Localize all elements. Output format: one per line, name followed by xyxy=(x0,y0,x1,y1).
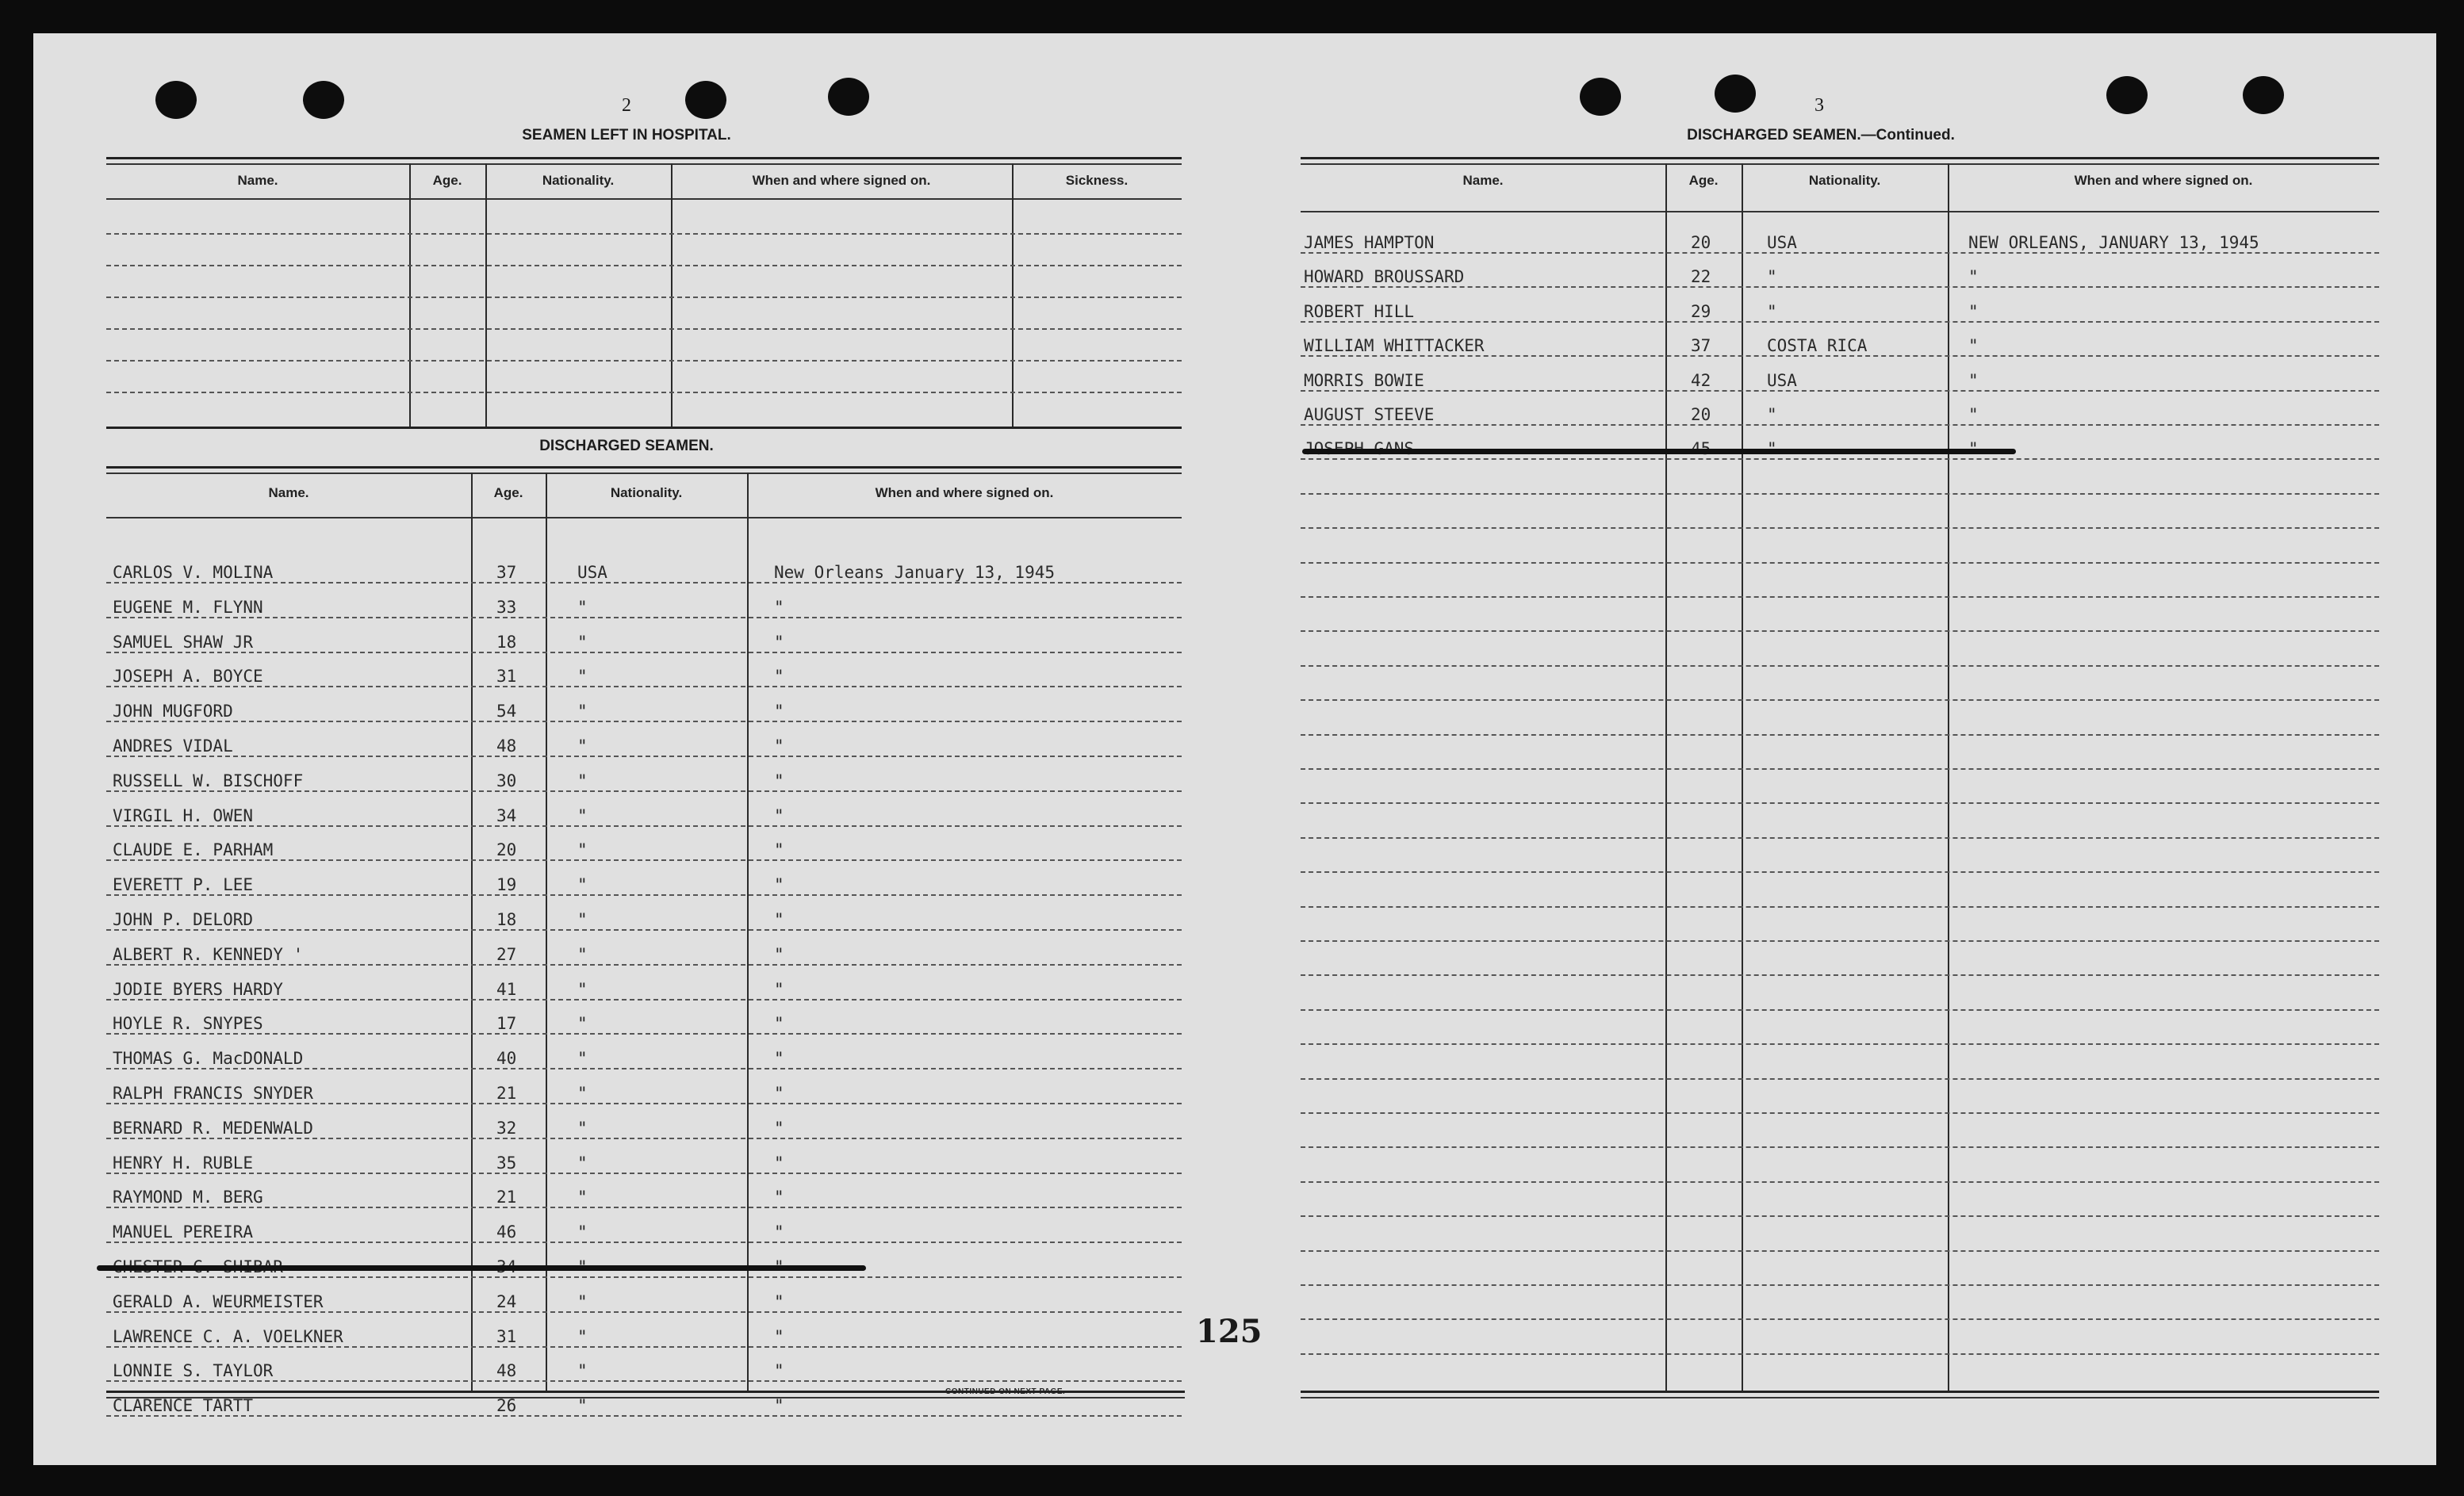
row-rule xyxy=(1301,458,2379,460)
seaman-name: CARLOS V. MOLINA xyxy=(113,563,274,582)
seaman-nationality: " xyxy=(577,1326,588,1346)
row-rule xyxy=(1301,1181,2379,1183)
row-rule xyxy=(106,1415,1182,1417)
seaman-name: ROBERT HILL xyxy=(1304,301,1415,321)
seaman-name: LAWRENCE C. A. VOELKNER xyxy=(113,1326,343,1346)
seaman-signed-on: " xyxy=(774,840,784,860)
hospital-col-header: Name. xyxy=(237,173,278,188)
seaman-age: 33 xyxy=(496,597,517,617)
seaman-nationality: " xyxy=(577,1188,588,1207)
seaman-nationality: " xyxy=(577,805,588,825)
row-rule xyxy=(1301,1112,2379,1114)
row-rule xyxy=(1301,1353,2379,1355)
seaman-name: LONNIE S. TAYLOR xyxy=(113,1361,274,1381)
row-rule xyxy=(106,1311,1182,1313)
seaman-signed-on: " xyxy=(774,632,784,652)
seaman-age: 30 xyxy=(496,771,517,790)
seaman-signed-on: " xyxy=(774,875,784,895)
row-rule xyxy=(106,233,1182,235)
row-rule xyxy=(1301,906,2379,908)
seaman-name: RALPH FRANCIS SNYDER xyxy=(113,1084,313,1103)
seaman-signed-on: " xyxy=(1968,267,1979,287)
seaman-name: WILLIAM WHITTACKER xyxy=(1304,336,1485,356)
row-rule xyxy=(106,1380,1182,1382)
document-sheet xyxy=(33,33,2436,1465)
right-page-number: 3 xyxy=(1814,95,1824,116)
seaman-age: 19 xyxy=(496,875,517,895)
seaman-name: EUGENE M. FLYNN xyxy=(113,597,263,617)
seaman-name: HOWARD BROUSSARD xyxy=(1304,267,1465,287)
seaman-nationality: " xyxy=(577,702,588,721)
hospital-col-header: Nationality. xyxy=(542,173,615,188)
column-rule xyxy=(1665,163,1667,1391)
seaman-name: ANDRES VIDAL xyxy=(113,737,233,756)
seaman-signed-on: " xyxy=(1968,405,1979,424)
column-rule xyxy=(1742,163,1743,1391)
seaman-nationality: USA xyxy=(1767,233,1797,252)
row-rule xyxy=(106,1207,1182,1208)
seaman-signed-on: " xyxy=(1968,336,1979,356)
seaman-nationality: " xyxy=(577,910,588,929)
seaman-name: AUGUST STEEVE xyxy=(1304,405,1435,424)
seaman-age: 48 xyxy=(496,737,517,756)
row-rule xyxy=(106,1103,1182,1104)
seaman-signed-on: " xyxy=(774,771,784,790)
row-rule xyxy=(106,1242,1182,1243)
punch-hole xyxy=(2106,76,2148,114)
row-rule xyxy=(1301,1250,2379,1252)
row-rule xyxy=(1301,802,2379,804)
discharged-title: DISCHARGED SEAMEN. xyxy=(539,438,714,454)
row-rule xyxy=(106,825,1182,827)
seaman-age: 48 xyxy=(496,1361,517,1381)
punch-hole xyxy=(685,81,726,119)
punch-hole xyxy=(1580,78,1621,116)
row-rule xyxy=(106,929,1182,931)
seaman-signed-on: " xyxy=(774,910,784,929)
left-page-number: 2 xyxy=(622,95,631,116)
seaman-nationality: " xyxy=(577,597,588,617)
seaman-nationality: " xyxy=(577,1084,588,1103)
column-rule xyxy=(471,473,473,1391)
seaman-name: JODIE BYERS HARDY xyxy=(113,979,283,999)
seaman-age: 37 xyxy=(1691,336,1711,356)
seaman-age: 31 xyxy=(496,1326,517,1346)
seaman-nationality: COSTA RICA xyxy=(1767,336,1868,356)
seaman-name: JOSEPH A. BOYCE xyxy=(113,667,263,687)
seaman-nationality: USA xyxy=(577,563,607,582)
row-rule xyxy=(1301,390,2379,392)
row-rule xyxy=(106,686,1182,687)
row-rule xyxy=(106,999,1182,1001)
row-rule xyxy=(1301,286,2379,288)
seaman-age: 34 xyxy=(496,805,517,825)
seaman-signed-on: " xyxy=(774,1153,784,1173)
seaman-nationality: " xyxy=(577,875,588,895)
seaman-name: RUSSELL W. BISCHOFF xyxy=(113,771,304,790)
seaman-nationality: " xyxy=(577,1118,588,1138)
column-rule xyxy=(1012,163,1014,427)
seaman-name: CLAUDE E. PARHAM xyxy=(113,840,274,860)
seaman-name: CLARENCE TARTT xyxy=(113,1396,254,1416)
seaman-age: 24 xyxy=(496,1291,517,1311)
row-rule xyxy=(1301,321,2379,323)
seaman-age: 17 xyxy=(496,1014,517,1034)
seaman-age: 40 xyxy=(496,1049,517,1069)
seaman-signed-on: " xyxy=(774,1118,784,1138)
seaman-signed-on: " xyxy=(1968,370,1979,390)
seaman-nationality: " xyxy=(577,737,588,756)
discharged-col-header: Name. xyxy=(268,485,309,500)
row-rule xyxy=(106,652,1182,653)
seaman-age: 27 xyxy=(496,944,517,964)
seaman-age: 21 xyxy=(496,1084,517,1103)
column-rule xyxy=(1948,163,1949,1391)
strike-through-line xyxy=(97,1265,866,1271)
seaman-name: RAYMOND M. BERG xyxy=(113,1188,263,1207)
seaman-nationality: " xyxy=(577,667,588,687)
punch-hole xyxy=(1715,75,1756,113)
seaman-signed-on: " xyxy=(774,597,784,617)
seaman-nationality: " xyxy=(577,979,588,999)
row-rule xyxy=(1301,665,2379,667)
seaman-age: 54 xyxy=(496,702,517,721)
seaman-nationality: " xyxy=(577,1049,588,1069)
row-rule xyxy=(106,1276,1182,1278)
seaman-age: 42 xyxy=(1691,370,1711,390)
seaman-name: JAMES HAMPTON xyxy=(1304,233,1435,252)
seaman-nationality: " xyxy=(577,632,588,652)
row-rule xyxy=(106,1173,1182,1174)
seaman-signed-on: " xyxy=(774,702,784,721)
seaman-nationality: " xyxy=(1767,301,1777,321)
row-rule xyxy=(106,265,1182,266)
hospital-title: SEAMEN LEFT IN HOSPITAL. xyxy=(522,127,731,143)
seaman-age: 29 xyxy=(1691,301,1711,321)
seaman-nationality: " xyxy=(577,1014,588,1034)
seaman-nationality: " xyxy=(577,771,588,790)
seaman-signed-on: New Orleans January 13, 1945 xyxy=(774,563,1056,582)
stamp-number: 125 xyxy=(1196,1313,1263,1350)
hospital-col-header: Sickness. xyxy=(1065,173,1129,188)
seaman-signed-on: " xyxy=(774,1084,784,1103)
row-rule xyxy=(1301,355,2379,357)
row-rule xyxy=(106,1068,1182,1069)
seaman-nationality: " xyxy=(577,1153,588,1173)
row-rule xyxy=(1301,1146,2379,1148)
seaman-name: JOHN P. DELORD xyxy=(113,910,254,929)
seaman-nationality: " xyxy=(577,1396,588,1416)
seaman-nationality: USA xyxy=(1767,370,1797,390)
seaman-signed-on: " xyxy=(774,1396,784,1416)
column-rule xyxy=(671,163,673,427)
seaman-age: 18 xyxy=(496,910,517,929)
seaman-name: THOMAS G. MacDONALD xyxy=(113,1049,304,1069)
seaman-nationality: " xyxy=(577,1222,588,1242)
seaman-signed-on: " xyxy=(774,1291,784,1311)
row-rule xyxy=(1301,734,2379,736)
row-rule xyxy=(1301,1078,2379,1080)
seaman-age: 31 xyxy=(496,667,517,687)
seaman-signed-on: " xyxy=(774,667,784,687)
row-rule xyxy=(106,756,1182,757)
seaman-name: JOHN MUGFORD xyxy=(113,702,233,721)
seaman-signed-on: " xyxy=(774,979,784,999)
row-rule xyxy=(1301,1318,2379,1320)
seaman-signed-on: " xyxy=(774,1014,784,1034)
seaman-age: 20 xyxy=(1691,233,1711,252)
seaman-signed-on: " xyxy=(774,1049,784,1069)
seaman-nationality: " xyxy=(1767,405,1777,424)
seaman-signed-on: " xyxy=(774,1188,784,1207)
row-rule xyxy=(106,617,1182,618)
right-col-header: Age. xyxy=(1688,173,1719,188)
seaman-signed-on: " xyxy=(774,737,784,756)
row-rule xyxy=(106,721,1182,722)
column-rule xyxy=(546,473,547,1391)
column-rule xyxy=(747,473,749,1391)
row-rule xyxy=(106,297,1182,298)
row-rule xyxy=(1301,493,2379,495)
seaman-name: VIRGIL H. OWEN xyxy=(113,805,254,825)
row-rule xyxy=(1301,699,2379,701)
continued-note: CONTINUED ON NEXT PAGE. xyxy=(945,1387,1066,1396)
seaman-name: ALBERT R. KENNEDY ' xyxy=(113,944,304,964)
seaman-age: 46 xyxy=(496,1222,517,1242)
row-rule xyxy=(1301,871,2379,873)
right-title: DISCHARGED SEAMEN.—Continued. xyxy=(1687,127,1955,143)
row-rule xyxy=(1301,837,2379,839)
seaman-name: MORRIS BOWIE xyxy=(1304,370,1424,390)
column-rule xyxy=(409,163,411,427)
seaman-name: HENRY H. RUBLE xyxy=(113,1153,254,1173)
seaman-signed-on: " xyxy=(774,1326,784,1346)
right-col-header: Name. xyxy=(1462,173,1504,188)
row-rule xyxy=(1301,1009,2379,1011)
seaman-nationality: " xyxy=(577,944,588,964)
row-rule xyxy=(106,328,1182,330)
seaman-name: HOYLE R. SNYPES xyxy=(113,1014,263,1034)
row-rule xyxy=(106,1138,1182,1139)
row-rule xyxy=(1301,252,2379,254)
row-rule xyxy=(106,392,1182,393)
seaman-nationality: " xyxy=(577,1361,588,1381)
seaman-age: 22 xyxy=(1691,267,1711,287)
row-rule xyxy=(1301,974,2379,976)
seaman-nationality: " xyxy=(577,840,588,860)
row-rule xyxy=(1301,940,2379,942)
seaman-age: 20 xyxy=(496,840,517,860)
row-rule xyxy=(106,360,1182,362)
seaman-nationality: " xyxy=(1767,267,1777,287)
row-rule xyxy=(106,582,1182,583)
seaman-age: 26 xyxy=(496,1396,517,1416)
seaman-age: 32 xyxy=(496,1118,517,1138)
right-col-header: Nationality. xyxy=(1808,173,1881,188)
row-rule xyxy=(1301,1284,2379,1286)
row-rule xyxy=(106,859,1182,861)
seaman-signed-on: " xyxy=(774,805,784,825)
hospital-col-header: Age. xyxy=(432,173,462,188)
row-rule xyxy=(106,790,1182,792)
row-rule xyxy=(1301,596,2379,598)
row-rule xyxy=(1301,424,2379,426)
seaman-name: GERALD A. WEURMEISTER xyxy=(113,1291,324,1311)
row-rule xyxy=(1301,1043,2379,1045)
seaman-name: BERNARD R. MEDENWALD xyxy=(113,1118,313,1138)
hospital-col-header: When and where signed on. xyxy=(752,173,931,188)
strike-through-line xyxy=(1302,449,2016,454)
punch-hole xyxy=(2243,76,2284,114)
seaman-signed-on: " xyxy=(774,1361,784,1381)
seaman-age: 20 xyxy=(1691,405,1711,424)
seaman-name: EVERETT P. LEE xyxy=(113,875,254,895)
right-col-header: When and where signed on. xyxy=(2074,173,2253,188)
row-rule xyxy=(1301,562,2379,564)
seaman-age: 37 xyxy=(496,563,517,582)
row-rule xyxy=(106,964,1182,966)
seaman-age: 41 xyxy=(496,979,517,999)
seaman-signed-on: " xyxy=(774,944,784,964)
discharged-col-header: Nationality. xyxy=(610,485,683,500)
seaman-age: 35 xyxy=(496,1153,517,1173)
punch-hole xyxy=(303,81,344,119)
row-rule xyxy=(1301,630,2379,632)
row-rule xyxy=(1301,768,2379,770)
row-rule xyxy=(1301,1215,2379,1217)
seaman-age: 21 xyxy=(496,1188,517,1207)
row-rule xyxy=(106,1033,1182,1035)
seaman-nationality: " xyxy=(577,1291,588,1311)
row-rule xyxy=(106,1346,1182,1348)
discharged-col-header: Age. xyxy=(493,485,523,500)
seaman-signed-on: " xyxy=(774,1222,784,1242)
seaman-age: 18 xyxy=(496,632,517,652)
discharged-col-header: When and where signed on. xyxy=(875,485,1054,500)
seaman-name: MANUEL PEREIRA xyxy=(113,1222,254,1242)
row-rule xyxy=(1301,527,2379,529)
punch-hole xyxy=(155,81,197,119)
seaman-signed-on: " xyxy=(1968,301,1979,321)
seaman-name: SAMUEL SHAW JR xyxy=(113,632,254,652)
punch-hole xyxy=(828,78,869,116)
row-rule xyxy=(106,894,1182,896)
seaman-signed-on: NEW ORLEANS, JANUARY 13, 1945 xyxy=(1968,233,2259,252)
column-rule xyxy=(485,163,487,427)
